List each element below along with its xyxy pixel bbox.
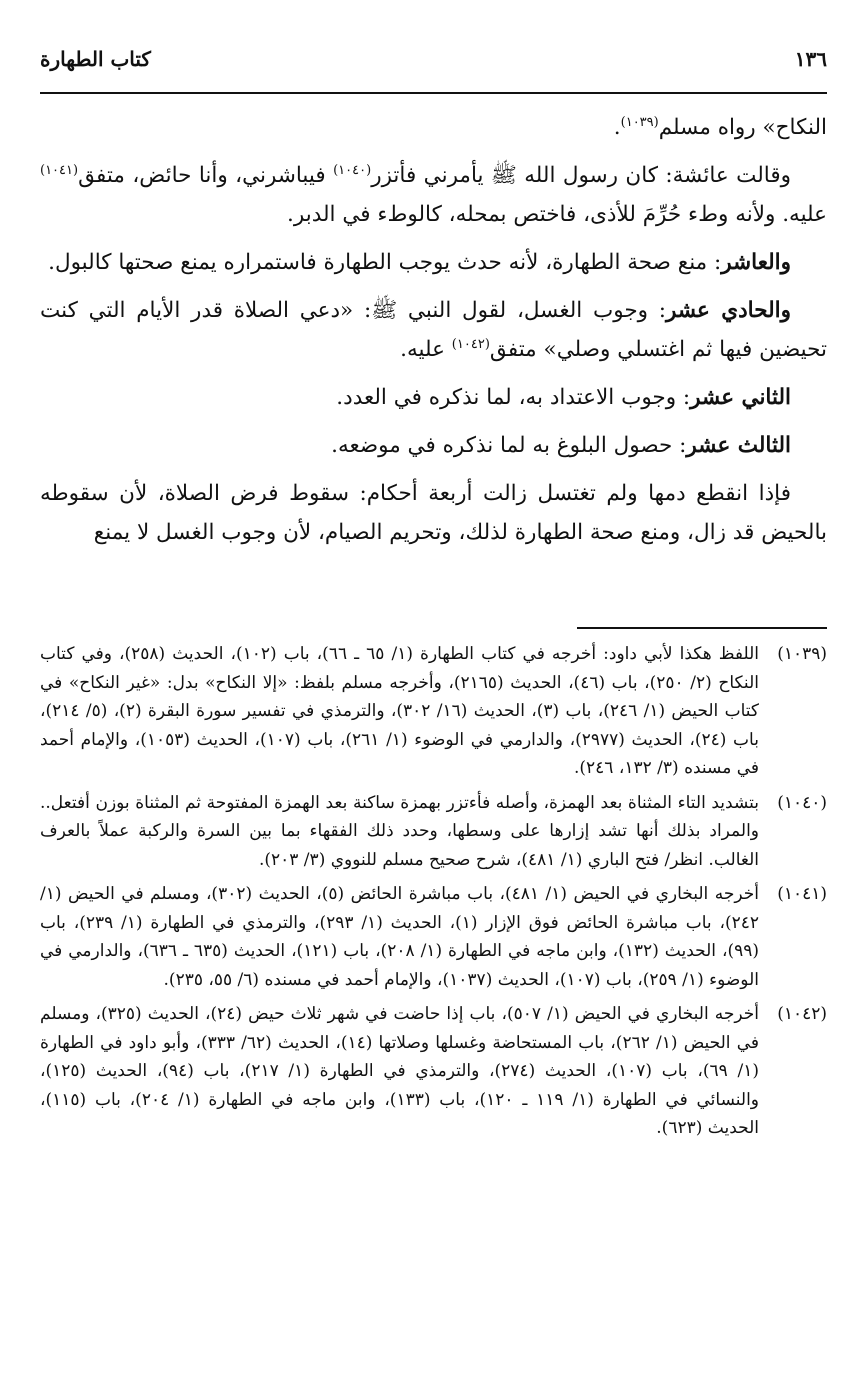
page-header xyxy=(40,38,827,80)
paragraph-3: والعاشر: منع صحة الطهارة، لأنه حدث يوجب الطهارة فاستمراره يمنع صحتها كالبول. xyxy=(48,250,791,275)
main-text xyxy=(40,108,827,561)
footnote-number: (١٠٤١) xyxy=(777,884,827,904)
chapter-title: كتاب الطهارة xyxy=(40,47,151,71)
footnote-1039 xyxy=(40,640,827,783)
paragraph-5: الثاني عشر: وجوب الاعتداد به، لما نذكره في العدد. xyxy=(336,385,791,410)
footnote-ref: (١٠٤٠) xyxy=(333,162,372,178)
page-number: ١٣٦ xyxy=(794,47,827,71)
header-divider xyxy=(40,92,827,94)
paragraph-1: النكاح» رواه مسلم$^{(١٠٣٩)}$. xyxy=(613,114,827,140)
footnote-ref: (١٠٤١) xyxy=(40,162,79,178)
footnote-ref: (١٠٣٩) xyxy=(620,114,659,130)
footnote-number: (١٠٤٢) xyxy=(777,1004,827,1024)
footnote-1041 xyxy=(40,880,827,994)
paragraph-4: والحادي عشر: وجوب الغسل، لقول النبي ﷺ: «دعي الصلاة قدر الأيام التي كنت تحيضين فيها ثم اغتسلي وصلي» متفق$^{(١٠٤٢)}$ عليه. xyxy=(40,298,827,362)
footnote-1042 xyxy=(40,1000,827,1143)
paragraph-2: وقالت عائشة: كان رسول الله ﷺ يأمرني فأتزر$^{(١٠٤٠)}$ فيباشرني، وأنا حائض، متفق$^{(١٠٤١)}$ عليه. ولأنه وطء حُرِّمَ للأذى، فاختص بمحله، كالوطء في الدبر. xyxy=(40,162,827,227)
footnote-text: بتشديد التاء المثناة بعد الهمزة، وأصله فأءتزر بهمزة ساكنة بعد الهمزة المفتوحة ثم المثناة بوزن أفتعل.. والمراد بذلك أنها تشد إزارها على وسطها، وحدد ذلك الفقهاء بما بين السرة والركبة عملاً بالعرف الغالب. انظر/ فتح الباري (١/ ٤٨١)، شرح صحيح مسلم للنووي (٣/ ٢٠٣). xyxy=(40,792,759,870)
footnote-ref: (١٠٤٢) xyxy=(451,336,490,352)
paragraph-7: فإذا انقطع دمها ولم تغتسل زالت أربعة أحكام: سقوط فرض الصلاة، لأن سقوطه بالحيض قد زال، ومنع صحة الطهارة لذلك، وتحريم الصيام، لأن وجوب الغسل لا يمنع xyxy=(40,481,827,545)
footnote-text: أخرجه البخاري في الحيض (١/ ٤٨١)، باب مباشرة الحائض (٥)، الحديث (٣٠٢)، ومسلم في الحيض (١/ ٢٤٢)، باب مباشرة الحائض فوق الإزار (١)، الحديث (١/ ٢٩٣)، والترمذي في الطهارة (١/ ٢٣٩)، باب (٩٩)، الحديث (١٣٢)، وابن ماجه في الطهارة (١/ ٢٠٨)، باب (١٢١)، الحديث (٦٣٥ ـ ٦٣٦)، والدارمي في الوضوء (١/ ٢٥٩)، باب (١٠٧)، الحديث (١٠٣٧)، والإمام أحمد في مسنده (٦/ ٥٥، ٢٣٥). xyxy=(40,884,759,990)
footnote-text: أخرجه البخاري في الحيض (١/ ٥٠٧)، باب إذا حاضت في شهر ثلاث حيض (٢٤)، الحديث (٣٢٥)، ومسلم في الحيض (١/ ٢٦٢)، باب المستحاضة وغسلها وصلاتها (١٤)، الحديث (٦٢/ ٣٣٣)، وأبو داود في الطهارة (١/ ٦٩)، باب (١٠٧)، الحديث (٢٧٤)، والترمذي في الطهارة (١/ ٢١٧)، باب (٩٤)، الحديث (١٢٥)، والنسائي في الطهارة (١/ ١١٩ ـ ١٢٠)، باب (١٣٣)، وابن ماجه في الطهارة (١/ ٢٠٤)، باب (١١٥)، الحديث (٦٢٣). xyxy=(40,1004,760,1138)
footnotes xyxy=(40,640,827,1149)
footnote-number: (١٠٣٩) xyxy=(777,644,827,664)
footnote-text: اللفظ هكذا لأبي داود: أخرجه في كتاب الطهارة (١/ ٦٥ ـ ٦٦)، باب (١٠٢)، الحديث (٢٥٨)، وفي كتاب النكاح (٢/ ٢٥٠)، باب (٤٦)، الحديث (٢١٦٥)، وأخرجه مسلم بلفظ: «إلا النكاح» بدل: «غير النكاح» في كتاب الحيض (١/ ٢٤٦)، باب (٣)، الحديث (١٦/ ٣٠٢)، والترمذي في تفسير سورة البقرة (٢)، (٥/ ٢١٤)، باب (٢٤)، الحديث (٢٩٧٧)، والدارمي في الوضوء (١/ ٢٦١)، باب (١٠٧)، الحديث (١٠٥٣)، والإمام أحمد في مسنده (٣/ ١٣٢، ٢٤٦). xyxy=(40,644,759,778)
footnote-1040 xyxy=(40,789,827,875)
footnote-divider xyxy=(577,627,827,629)
footnote-number: (١٠٤٠) xyxy=(777,792,827,813)
paragraph-6: الثالث عشر: حصول البلوغ به لما نذكره في موضعه. xyxy=(331,433,791,458)
